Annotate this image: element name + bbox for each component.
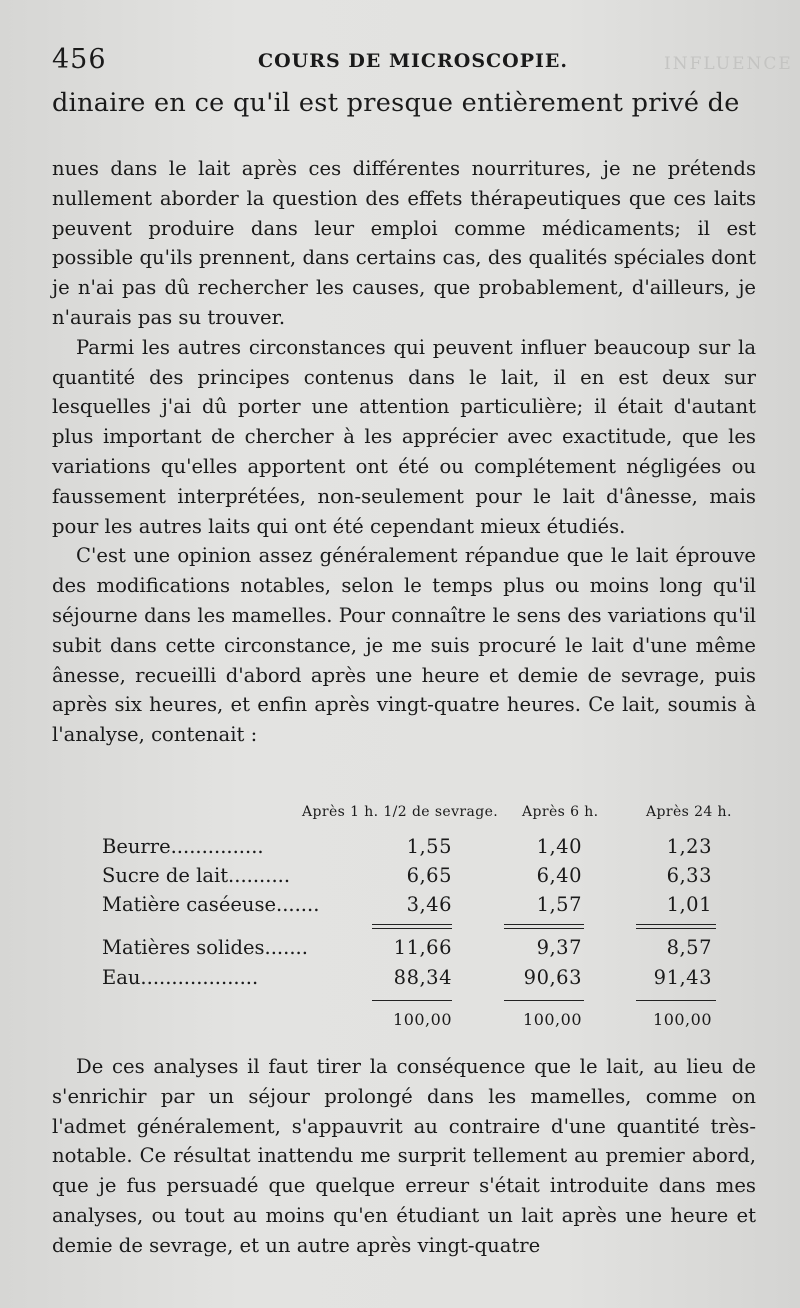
total-cell: 100,00 <box>523 1010 582 1029</box>
page-header <box>52 42 793 76</box>
column-header: Après 24 h. <box>646 804 732 820</box>
table-cell: 1,57 <box>536 893 582 916</box>
page-number: 456 <box>52 44 107 75</box>
table-cell: 3,46 <box>406 893 452 916</box>
milk-analysis-table <box>52 800 756 1040</box>
total-rule <box>372 1000 452 1001</box>
table-cell: 8,57 <box>666 936 712 959</box>
body-text-after-table <box>52 1052 756 1261</box>
paragraph: Parmi les autres circonstances qui peuvent influer beaucoup sur la quantité des principes contenus dans le lait, il en est deux sur lesquelles j'ai dû porter une attention particulière; il était d'autant plus important de chercher à les apprécier avec exactitude, que les variations qu'elles apportent ont été ou complétement négligées ou faussement interprétées, non-seulement pour le lait d'ânesse, mais pour les autres laits qui ont été cependant mieux étudiés. <box>52 335 756 538</box>
sum-rule <box>504 928 584 929</box>
sum-rule <box>636 924 716 925</box>
column-header: Après 6 h. <box>522 804 599 820</box>
table-cell: 91,43 <box>653 966 712 989</box>
table-cell: 1,40 <box>536 835 582 858</box>
running-title: COURS DE MICROSCOPIE. <box>258 50 568 72</box>
total-cell: 100,00 <box>653 1010 712 1029</box>
sum-rule <box>372 928 452 929</box>
row-label: Sucre de lait.......... <box>102 864 291 887</box>
table-cell: 11,66 <box>393 936 452 959</box>
table-cell: 6,65 <box>406 864 452 887</box>
paragraph: De ces analyses il faut tirer la conséquence que le lait, au lieu de s'enrichir par un séjour prolongé dans les mamelles, comme on l'admet généralement, s'appauvrit au contraire d'une quantité très-notable. Ce résultat inattendu me surprit tellement au premier abord, que je fus persuadé que quelque erreur s'était introduite dans mes analyses, ou tout au moins qu'en étudiant un lait après une heure et demie de sevrage, et un autre après vingt-quatre <box>52 1055 756 1257</box>
sum-rule <box>504 924 584 925</box>
row-label: Matière caséeuse....... <box>102 893 320 916</box>
total-rule <box>504 1000 584 1001</box>
overlapping-line-fragment: dinaire en ce qu'il est presque entièrement privé de <box>52 88 740 118</box>
table-cell: 1,01 <box>666 893 712 916</box>
column-header: Après 1 h. 1/2 de sevrage. <box>302 804 499 820</box>
table-cell: 88,34 <box>393 966 452 989</box>
table-cell: 1,23 <box>666 835 712 858</box>
table-cell: 9,37 <box>536 936 582 959</box>
paragraph: nues dans le lait après ces différentes nourritures, je ne prétends nullement aborder la question des effets thérapeutiques que ces laits peuvent produire dans leur emploi comme médicaments; il est possible qu'ils prennent, dans certains cas, des qualités spéciales dont je n'ai pas dû rechercher les causes, que probablement, d'ailleurs, je n'aurais pas su trouver. <box>52 157 756 329</box>
table-cell: 1,55 <box>406 835 452 858</box>
table-cell: 6,40 <box>536 864 582 887</box>
row-label: Matières solides....... <box>102 936 308 959</box>
table-cell: 90,63 <box>523 966 582 989</box>
table-cell: 6,33 <box>666 864 712 887</box>
sum-rule <box>372 924 452 925</box>
total-rule <box>636 1000 716 1001</box>
paragraph: C'est une opinion assez généralement répandue que le lait éprouve des modifications notables, selon le temps plus ou moins long qu'il séjourne dans les mamelles. Pour connaître le sens des variations qu'il subit dans cette circonstance, je me suis procuré le lait d'une même ânesse, recueilli d'abord après une heure et demie de sevrage, puis après six heures, et enfin après vingt-quatre heures. Ce lait, soumis à l'analyse, contenait : <box>52 544 756 747</box>
row-label: Beurre............... <box>102 835 264 858</box>
total-cell: 100,00 <box>393 1010 452 1029</box>
body-text-before-table <box>52 154 756 750</box>
bleed-through-text: INFLUENCE <box>664 54 793 74</box>
row-label: Eau................... <box>102 966 259 989</box>
sum-rule <box>636 928 716 929</box>
